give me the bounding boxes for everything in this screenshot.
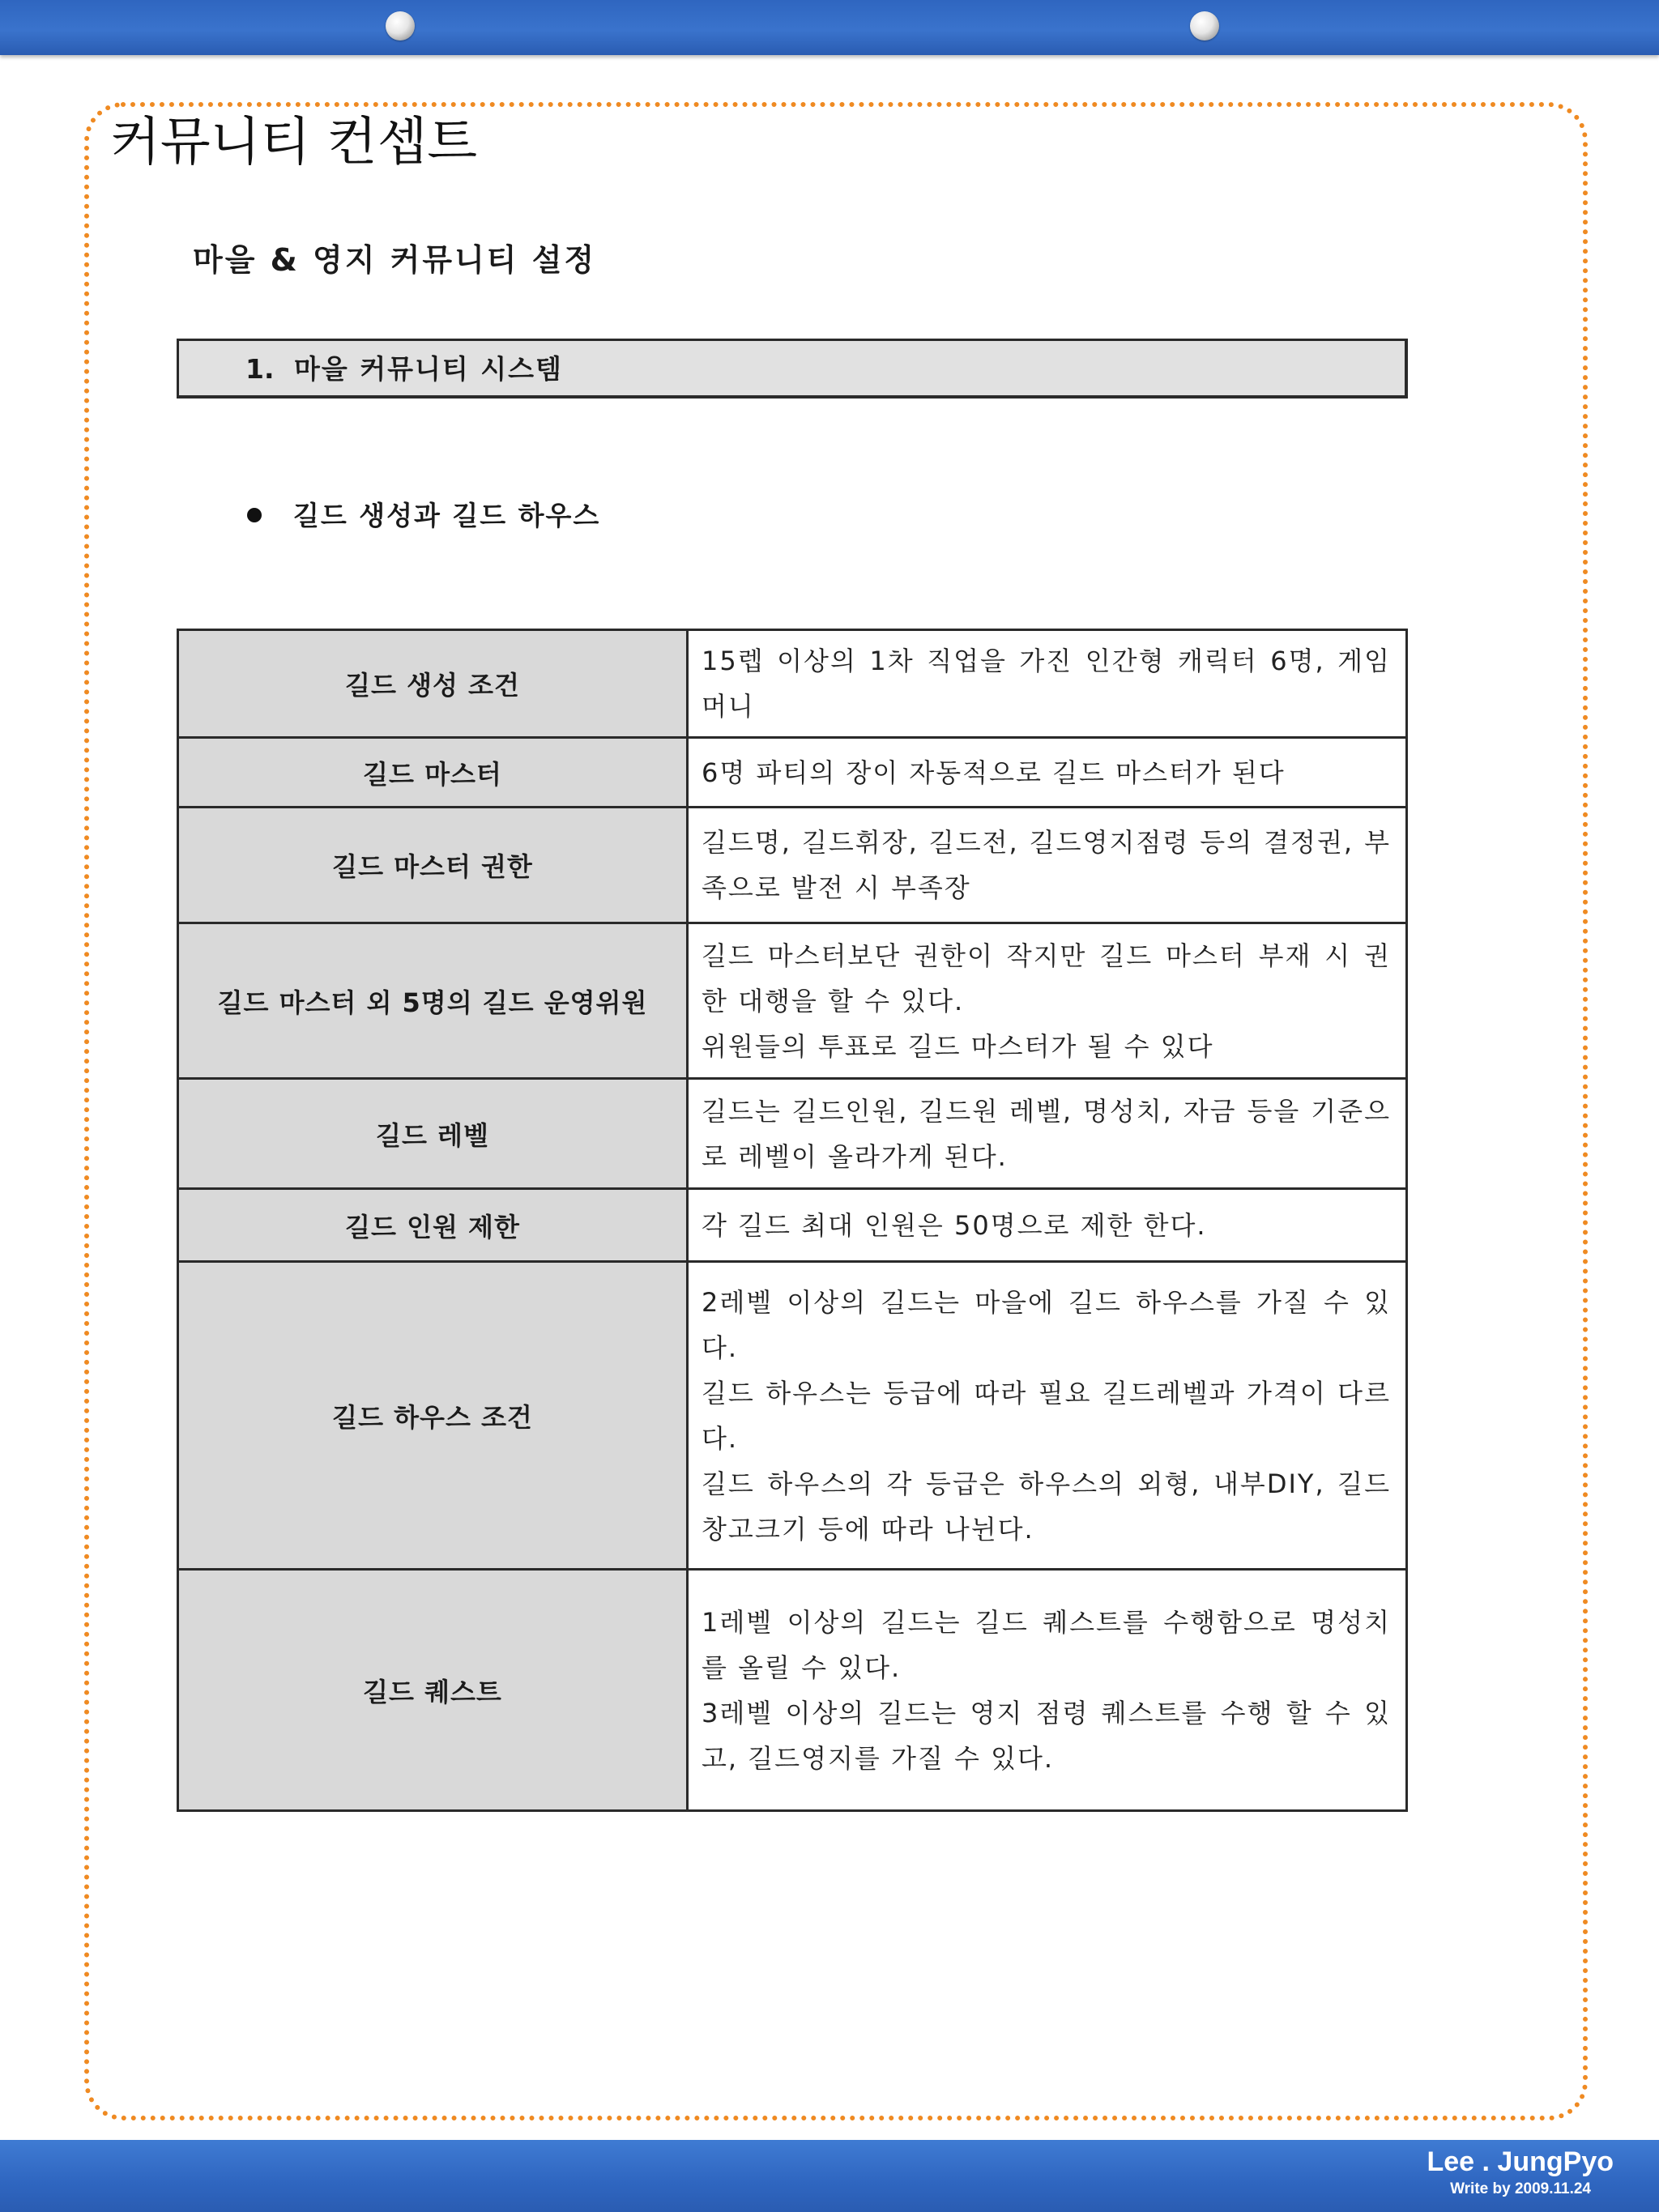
row-value: [688, 1570, 1407, 1811]
table-row: [178, 738, 1407, 808]
top-header-bar: [0, 0, 1659, 55]
table-row: [178, 923, 1407, 1079]
table-row: [178, 1570, 1407, 1811]
row-value-line: 1레벨 이상의 길드는 길드 퀘스트를 수행함으로 명성치를 올릴 수 있다.: [702, 1606, 1391, 1683]
guild-settings-table: [177, 629, 1408, 1812]
row-value-line: 길드 하우스의 각 등급은 하우스의 외형, 내부DIY, 길드 창고크기 등에 따라 나뉜다.: [702, 1468, 1391, 1545]
row-key: 길드 마스터: [178, 738, 688, 808]
subsection-number: 1.: [245, 353, 275, 385]
row-value-line: 15렙 이상의 1차 직업을 가진 인간형 캐릭터 6명, 게임머니: [702, 646, 1391, 722]
table-row: [178, 1189, 1407, 1262]
section-heading: 마을 & 영지 커뮤니티 설정: [193, 242, 597, 278]
author-name: Lee . JungPyo: [1427, 2146, 1614, 2177]
row-value-line: 각 길드 최대 인원은 50명으로 제한 한다.: [702, 1209, 1207, 1241]
bottom-footer-bar: [0, 2140, 1659, 2212]
row-value-line: 3레벨 이상의 길드는 영지 점령 퀘스트를 수행 할 수 있고, 길드영지를 가질 수 있다.: [702, 1697, 1391, 1774]
row-key: 길드 인원 제한: [178, 1189, 688, 1262]
table-row: [178, 1262, 1407, 1570]
subsection-label: 마을 커뮤니티 시스템: [294, 353, 563, 385]
row-value: [688, 738, 1407, 808]
bullet-label: 길드 생성과 길드 하우스: [293, 500, 601, 531]
binder-ring-icon: [1190, 11, 1219, 40]
row-key: 길드 하우스 조건: [178, 1262, 688, 1570]
row-key: 길드 마스터 권한: [178, 808, 688, 923]
row-value-line: 6명 파티의 장이 자동적으로 길드 마스터가 된다: [702, 757, 1286, 788]
row-value: [688, 1262, 1407, 1570]
write-date: Write by 2009.11.24: [1450, 2180, 1591, 2197]
row-value: [688, 1189, 1407, 1262]
row-key: 길드 퀘스트: [178, 1570, 688, 1811]
subsection-header-box: [177, 339, 1408, 399]
row-value-line: 길드는 길드인원, 길드원 레벨, 명성치, 자금 등을 기준으로 레벨이 올라가게 된다.: [702, 1095, 1391, 1172]
row-value-line: 2레벨 이상의 길드는 마을에 길드 하우스를 가질 수 있다.: [702, 1286, 1391, 1363]
row-value-line: 위원들의 투표로 길드 마스터가 될 수 있다: [702, 1030, 1214, 1062]
row-key: 길드 마스터 외 5명의 길드 운영위원: [178, 923, 688, 1079]
row-key: 길드 생성 조건: [178, 630, 688, 738]
row-value-line: 길드명, 길드휘장, 길드전, 길드영지점령 등의 결정권, 부족으로 발전 시 부족장: [702, 827, 1391, 903]
binder-ring-icon: [386, 11, 415, 40]
row-value: [688, 1079, 1407, 1189]
page-title: 커뮤니티 컨셉트: [110, 113, 478, 173]
row-value: [688, 630, 1407, 738]
row-value: [688, 923, 1407, 1079]
row-value: [688, 808, 1407, 923]
bullet-icon: [247, 508, 262, 522]
table-row: [178, 808, 1407, 923]
table-row: [178, 1079, 1407, 1189]
row-value-line: 길드 하우스는 등급에 따라 필요 길드레벨과 가격이 다르다.: [702, 1377, 1391, 1454]
table-row: [178, 630, 1407, 738]
row-key: 길드 레벨: [178, 1079, 688, 1189]
row-value-line: 길드 마스터보단 권한이 작지만 길드 마스터 부재 시 권한 대행을 할 수 있다.: [702, 940, 1391, 1016]
